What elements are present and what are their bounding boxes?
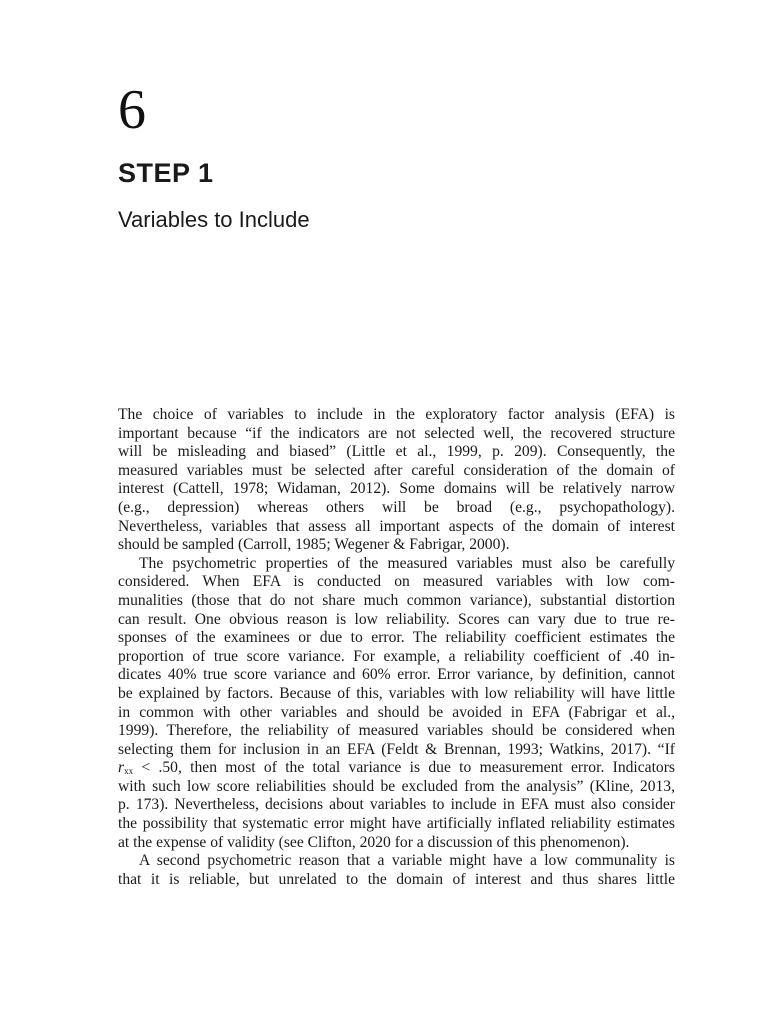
text-line: the possibility that systematic error might have artificially inflated reliability estimates [118,815,675,833]
text-line: interest (Cattell, 1978; Widaman, 2012). Some domains will be relatively narrow [118,480,675,498]
text-line: munalities (those that do not share much common variance), substantial distortion [118,591,675,609]
text-line: Nevertheless, variables that assess all important aspects of the domain of interest [118,517,675,535]
text-line: be explained by factors. Because of this, variables with low reliability will have little [118,684,675,702]
text-line: measured variables must be selected after careful consideration of the domain of [118,461,675,479]
text-line: should be sampled (Carroll, 1985; Wegener & Fabrigar, 2000). [118,536,510,554]
text-line: considered. When EFA is conducted on measured variables with low com- [118,573,675,591]
text-line: sponses of the examinees or due to error. The reliability coefficient estimates the [118,629,675,647]
text-line: 1999). Therefore, the reliability of measured variables should be considered when [118,722,675,740]
text-line: The psychometric properties of the measured variables must also be carefully [139,554,675,572]
text-line: The choice of variables to include in the exploratory factor analysis (EFA) is [118,406,675,423]
text-line: proportion of true score variance. For example, a reliability coefficient of .40 in- [118,647,675,665]
text-line: at the expense of validity (see Clifton, 2020 for a discussion of this phenomenon). [118,833,630,851]
text-line: A second psychometric reason that a variable might have a low communality is [139,852,675,870]
reliability-symbol: r [118,759,125,777]
text-line: with such low score reliabilities should be excluded from the analysis” (Kline, 2013, [118,777,675,795]
text-line: important because “if the indicators are not selected well, the recovered structure [118,424,675,442]
step-title: STEP 1 [118,158,214,188]
text-line: that it is reliable, but unrelated to the domain of interest and thus shares little [118,870,675,888]
text-line: $r_{xx} < .50$, then most of the total variance is due to measurement error. Indicators [118,759,675,777]
chapter-number: 6 [118,79,146,141]
reliability-subscript: xx [124,766,134,777]
text-line: will be misleading and biased” (Little et al., 1999, p. 209). Consequently, the [118,443,675,461]
text-line: dicates 40% true score variance and 60% error. Error variance, by definition, cannot [118,666,675,684]
text-line: in common with other variables and should be avoided in EFA (Fabrigar et al., [118,703,675,721]
text-line: selecting them for inclusion in an EFA (Feldt & Brennan, 1993; Watkins, 2017). “If [118,740,675,758]
body-text [118,406,675,889]
text-line: can result. One obvious reason is low reliability. Scores can vary due to true re- [118,610,675,628]
chapter-subtitle: Variables to Include [118,207,310,232]
text-line: p. 173). Nevertheless, decisions about variables to include in EFA must also consider [118,796,675,814]
text-line: (e.g., depression) whereas others will be broad (e.g., psychopathology). [118,498,675,516]
